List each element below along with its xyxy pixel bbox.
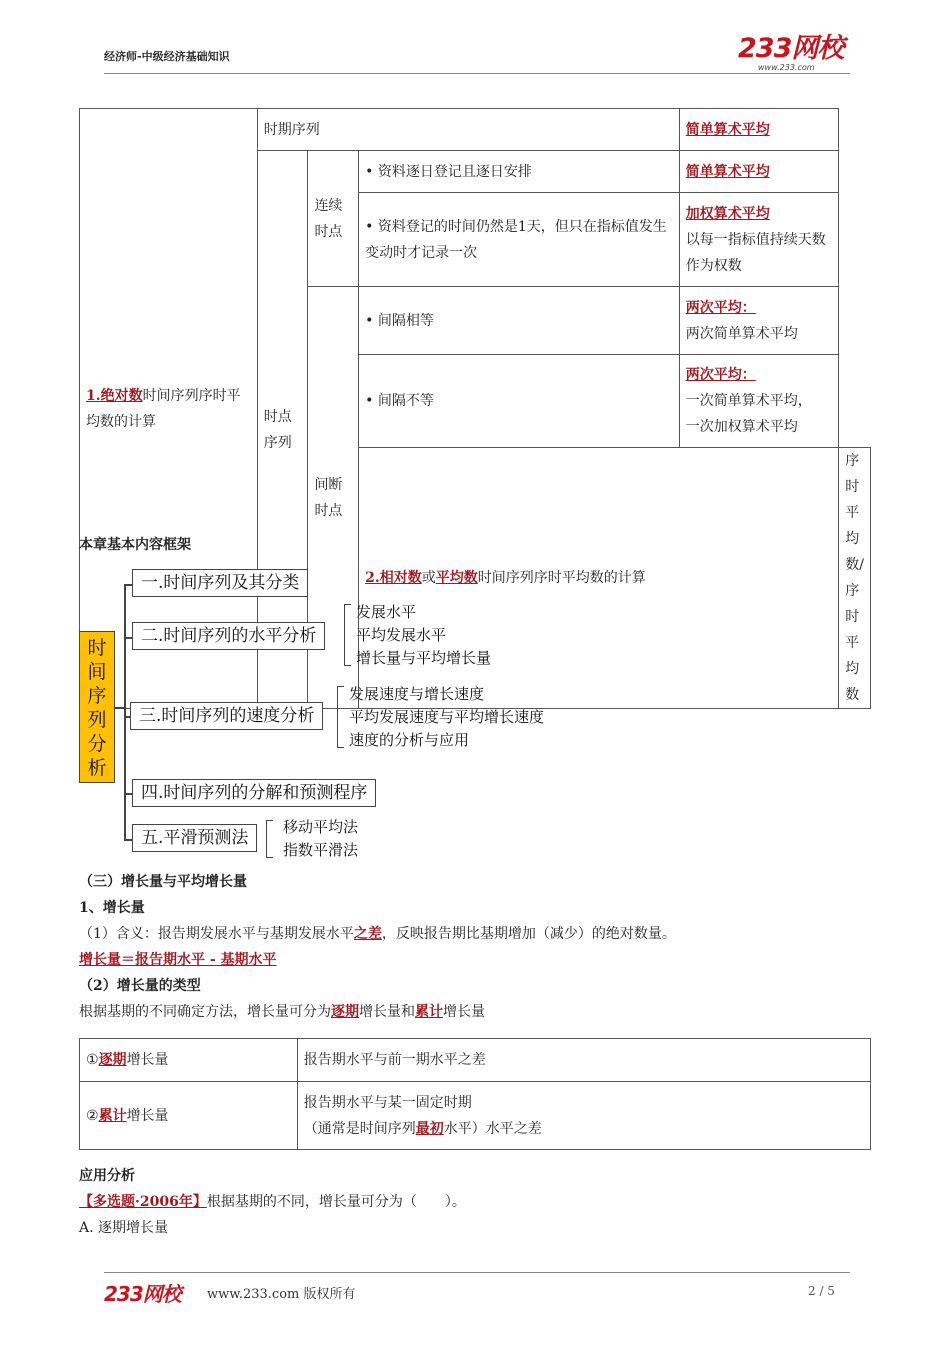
document-title: 经济师-中级经济基础知识 <box>104 50 230 63</box>
formula: 增长量＝报告期水平 - 基期水平 <box>79 952 277 968</box>
mindmap-leaf: 移动平均法 <box>283 818 359 836</box>
framework-heading: 本章基本内容框架 <box>79 537 191 553</box>
period-series-method: 简单算术平均 <box>679 109 839 151</box>
relative-number-method: 序时平均数/序时平均数 <box>839 448 871 709</box>
mindmap-root: 时 间 序 列 分 析 <box>79 631 115 783</box>
chronological-average-table <box>79 108 871 709</box>
footer-logo: 233网校 <box>104 1282 181 1306</box>
brand-logo-url: www.233.com <box>758 63 815 72</box>
change-record-desc: • 资料登记的时间仍然是1天，但只在指标值发生变动时才记录一次 <box>359 193 680 287</box>
mindmap-branch-1: 一.时间序列及其分类 <box>132 569 308 597</box>
mindmap-leaf: 平均发展水平 <box>356 626 447 644</box>
footer-copyright: www.233.com 版权所有 <box>207 1287 356 1302</box>
mindmap-branch-2: 二.时间序列的水平分析 <box>132 622 325 650</box>
mindmap-leaf: 平均发展速度与平均增长速度 <box>349 708 545 726</box>
question: 【多选题·2006年】根据基期的不同，增长量可分为（ ）。 <box>79 1194 466 1210</box>
mindmap-leaf: 发展速度与增长速度 <box>349 685 485 703</box>
period-growth-desc: 报告期水平与前一期水平之差 <box>297 1039 870 1082</box>
mindmap-branch-5: 五.平滑预测法 <box>132 824 257 852</box>
section-heading: （三）增长量与平均增长量 <box>79 874 247 890</box>
absolute-number-cell: 1.绝对数时间序列序时平均数的计算 <box>80 109 258 709</box>
mindmap-branch-4: 四.时间序列的分解和预测程序 <box>132 779 376 807</box>
page-number: 2 / 5 <box>808 1284 835 1298</box>
change-record-method: 加权算术平均 以每一指标值持续天数作为权数 <box>679 193 839 287</box>
mindmap-leaf: 增长量与平均增长量 <box>356 649 492 667</box>
unequal-interval-desc: • 间隔不等 <box>359 355 680 448</box>
period-series-label: 时期序列 <box>257 109 679 151</box>
equal-interval-desc: • 间隔相等 <box>359 287 680 355</box>
question-option-a: A. 逐期增长量 <box>79 1220 169 1236</box>
period-growth-label: ①逐期增长量 <box>80 1039 298 1082</box>
cumulative-growth-label: ②累计增长量 <box>80 1082 298 1150</box>
meaning-paragraph: （1）含义：报告期发展水平与基期发展水平之差，反映报告期比基期增加（减少）的绝对数量。 <box>79 926 676 942</box>
footer-divider <box>104 1272 850 1273</box>
header-divider <box>104 73 850 74</box>
daily-record-desc: • 资料逐日登记且逐日安排 <box>359 151 680 193</box>
daily-record-method: 简单算术平均 <box>679 151 839 193</box>
types-paragraph: 根据基期的不同确定方法，增长量可分为逐期增长量和累计增长量 <box>79 1004 485 1020</box>
growth-types-table <box>79 1038 871 1150</box>
equal-interval-method: 两次平均： 两次简单算术平均 <box>679 287 839 355</box>
mindmap-leaf: 指数平滑法 <box>283 841 359 859</box>
relative-number-cell: 2.相对数或平均数时间序列序时平均数的计算 <box>359 448 839 709</box>
mindmap-leaf: 速度的分析与应用 <box>349 731 470 749</box>
cumulative-growth-desc: 报告期水平与某一固定时期 （通常是时间序列最初水平）水平之差 <box>297 1082 870 1150</box>
continuous-point-label: 连续时点 <box>308 151 359 287</box>
application-heading: 应用分析 <box>79 1168 135 1184</box>
unequal-interval-method: 两次平均： 一次简单算术平均， 一次加权算术平均 <box>679 355 839 448</box>
point-series-label: 时点序列 <box>257 151 308 709</box>
mindmap-branch-3: 三.时间序列的速度分析 <box>130 702 323 730</box>
subsection-heading: 1、增长量 <box>79 900 145 916</box>
interval-point-label: 间断时点 <box>308 287 359 709</box>
mindmap-leaf: 发展水平 <box>356 603 417 621</box>
types-heading: （2）增长量的类型 <box>79 978 201 994</box>
brand-logo: 233网校 <box>738 33 844 64</box>
